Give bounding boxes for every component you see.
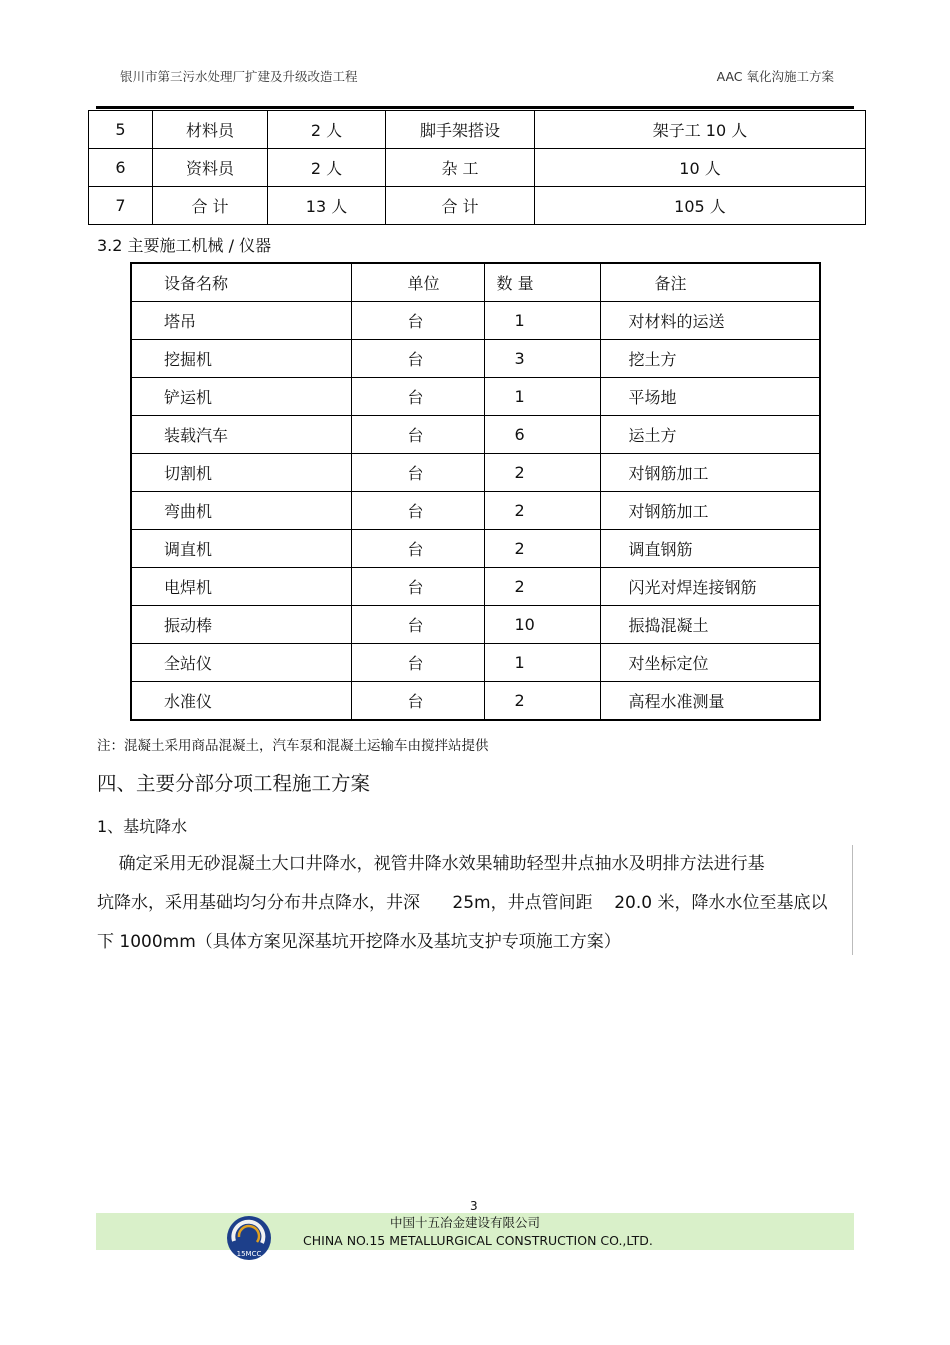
table-cell: 脚手架搭设: [386, 111, 535, 149]
table-cell: 振动棒: [131, 606, 351, 644]
table-note: 注：混凝土采用商品混凝土，汽车泵和混凝土运输车由搅拌站提供: [97, 738, 489, 754]
table-cell: 台: [351, 302, 484, 340]
table-row: [131, 340, 820, 378]
logo-text: 15MCC: [236, 1250, 262, 1258]
table-cell: 资料员: [153, 149, 268, 187]
table-cell: 10 人: [535, 149, 866, 187]
table-cell: 台: [351, 682, 484, 721]
table-cell: 塔吊: [131, 302, 351, 340]
table-cell: 闪光对焊连接钢筋: [600, 568, 820, 606]
header-doc-title: AAC 氧化沟施工方案: [716, 69, 834, 84]
table-row: [131, 492, 820, 530]
table-row: [131, 530, 820, 568]
table-cell: 杂 工: [386, 149, 535, 187]
table-cell: 6: [89, 149, 153, 187]
paragraph-line: 坑降水，采用基础均匀分布井点降水，井深 25m，井点管间距 20.0 米，降水水位至基底以: [97, 893, 828, 913]
table-cell: 1: [484, 378, 600, 416]
column-header: 备注: [600, 263, 820, 302]
table-row: [131, 454, 820, 492]
table-cell: 台: [351, 340, 484, 378]
table-cell: 铲运机: [131, 378, 351, 416]
header-rule: [96, 106, 854, 109]
body-paragraph: [97, 845, 842, 962]
table-cell: 平场地: [600, 378, 820, 416]
table-row: [89, 149, 866, 187]
table-cell: 切割机: [131, 454, 351, 492]
table-cell: 全站仪: [131, 644, 351, 682]
table-cell: 弯曲机: [131, 492, 351, 530]
chapter-heading: 四、主要分部分项工程施工方案: [97, 772, 371, 795]
footer-company-en: CHINA NO.15 METALLURGICAL CONSTRUCTION CO.,LTD.: [303, 1233, 653, 1248]
table-cell: 10: [484, 606, 600, 644]
paragraph-line: 确定采用无砂混凝土大口井降水，视管井降水效果辅助轻型井点抽水及明排方法进行基: [97, 854, 765, 874]
table-cell: 电焊机: [131, 568, 351, 606]
table-cell: 2: [484, 682, 600, 721]
table-cell: 对钢筋加工: [600, 454, 820, 492]
table-row: [131, 302, 820, 340]
table-cell: 对材料的运送: [600, 302, 820, 340]
table-cell: 1: [484, 302, 600, 340]
table-cell: 13 人: [268, 187, 386, 225]
column-header: 设备名称: [131, 263, 351, 302]
table-cell: 2: [484, 530, 600, 568]
paragraph-line: 下 1000mm（具体方案见深基坑开挖降水及基坑支护专项施工方案）: [97, 932, 621, 952]
table-cell: 台: [351, 606, 484, 644]
table-cell: 105 人: [535, 187, 866, 225]
equipment-table-body: [131, 302, 820, 721]
table-cell: 台: [351, 530, 484, 568]
table-row: [89, 187, 866, 225]
subsection-heading: 1、基坑降水: [97, 817, 188, 836]
table-row: [131, 568, 820, 606]
table-cell: 1: [484, 644, 600, 682]
table-cell: 3: [484, 340, 600, 378]
table-cell: 合 计: [153, 187, 268, 225]
table-cell: 挖掘机: [131, 340, 351, 378]
table-cell: 2 人: [268, 149, 386, 187]
table-cell: 台: [351, 644, 484, 682]
table-cell: 架子工 10 人: [535, 111, 866, 149]
table-cell: 2: [484, 454, 600, 492]
staff-table: [88, 110, 866, 225]
table-cell: 台: [351, 492, 484, 530]
table-cell: 合 计: [386, 187, 535, 225]
equipment-table: [130, 262, 821, 721]
table-row: [131, 416, 820, 454]
table-cell: 2 人: [268, 111, 386, 149]
table-row: [89, 111, 866, 149]
table-cell: 台: [351, 416, 484, 454]
table-cell: 调直钢筋: [600, 530, 820, 568]
footer-company-cn: 中国十五冶金建设有限公司: [390, 1215, 541, 1230]
table-cell: 2: [484, 568, 600, 606]
table-cell: 对钢筋加工: [600, 492, 820, 530]
table-cell: 振捣混凝土: [600, 606, 820, 644]
table-cell: 挖土方: [600, 340, 820, 378]
table-cell: 运土方: [600, 416, 820, 454]
table-cell: 调直机: [131, 530, 351, 568]
table-cell: 装载汽车: [131, 416, 351, 454]
table-cell: 材料员: [153, 111, 268, 149]
column-header: 数 量: [484, 263, 600, 302]
table-cell: 5: [89, 111, 153, 149]
section-heading-3-2: 3.2 主要施工机械 / 仪器: [97, 236, 272, 255]
table-row: [131, 378, 820, 416]
table-cell: 7: [89, 187, 153, 225]
header-project-title: 银川市第三污水处理厂扩建及升级改造工程: [120, 69, 358, 84]
table-row: [131, 682, 820, 721]
table-row: [131, 644, 820, 682]
table-cell: 台: [351, 378, 484, 416]
table-cell: 水准仪: [131, 682, 351, 721]
table-cell: 6: [484, 416, 600, 454]
table-header-row: [131, 263, 820, 302]
table-cell: 对坐标定位: [600, 644, 820, 682]
table-cell: 台: [351, 454, 484, 492]
table-cell: 台: [351, 568, 484, 606]
table-cell: 2: [484, 492, 600, 530]
company-logo: [226, 1215, 272, 1261]
page-number: 3: [470, 1199, 478, 1213]
table-cell: 高程水准测量: [600, 682, 820, 721]
table-row: [131, 606, 820, 644]
margin-line: [852, 845, 853, 955]
column-header: 单位: [351, 263, 484, 302]
